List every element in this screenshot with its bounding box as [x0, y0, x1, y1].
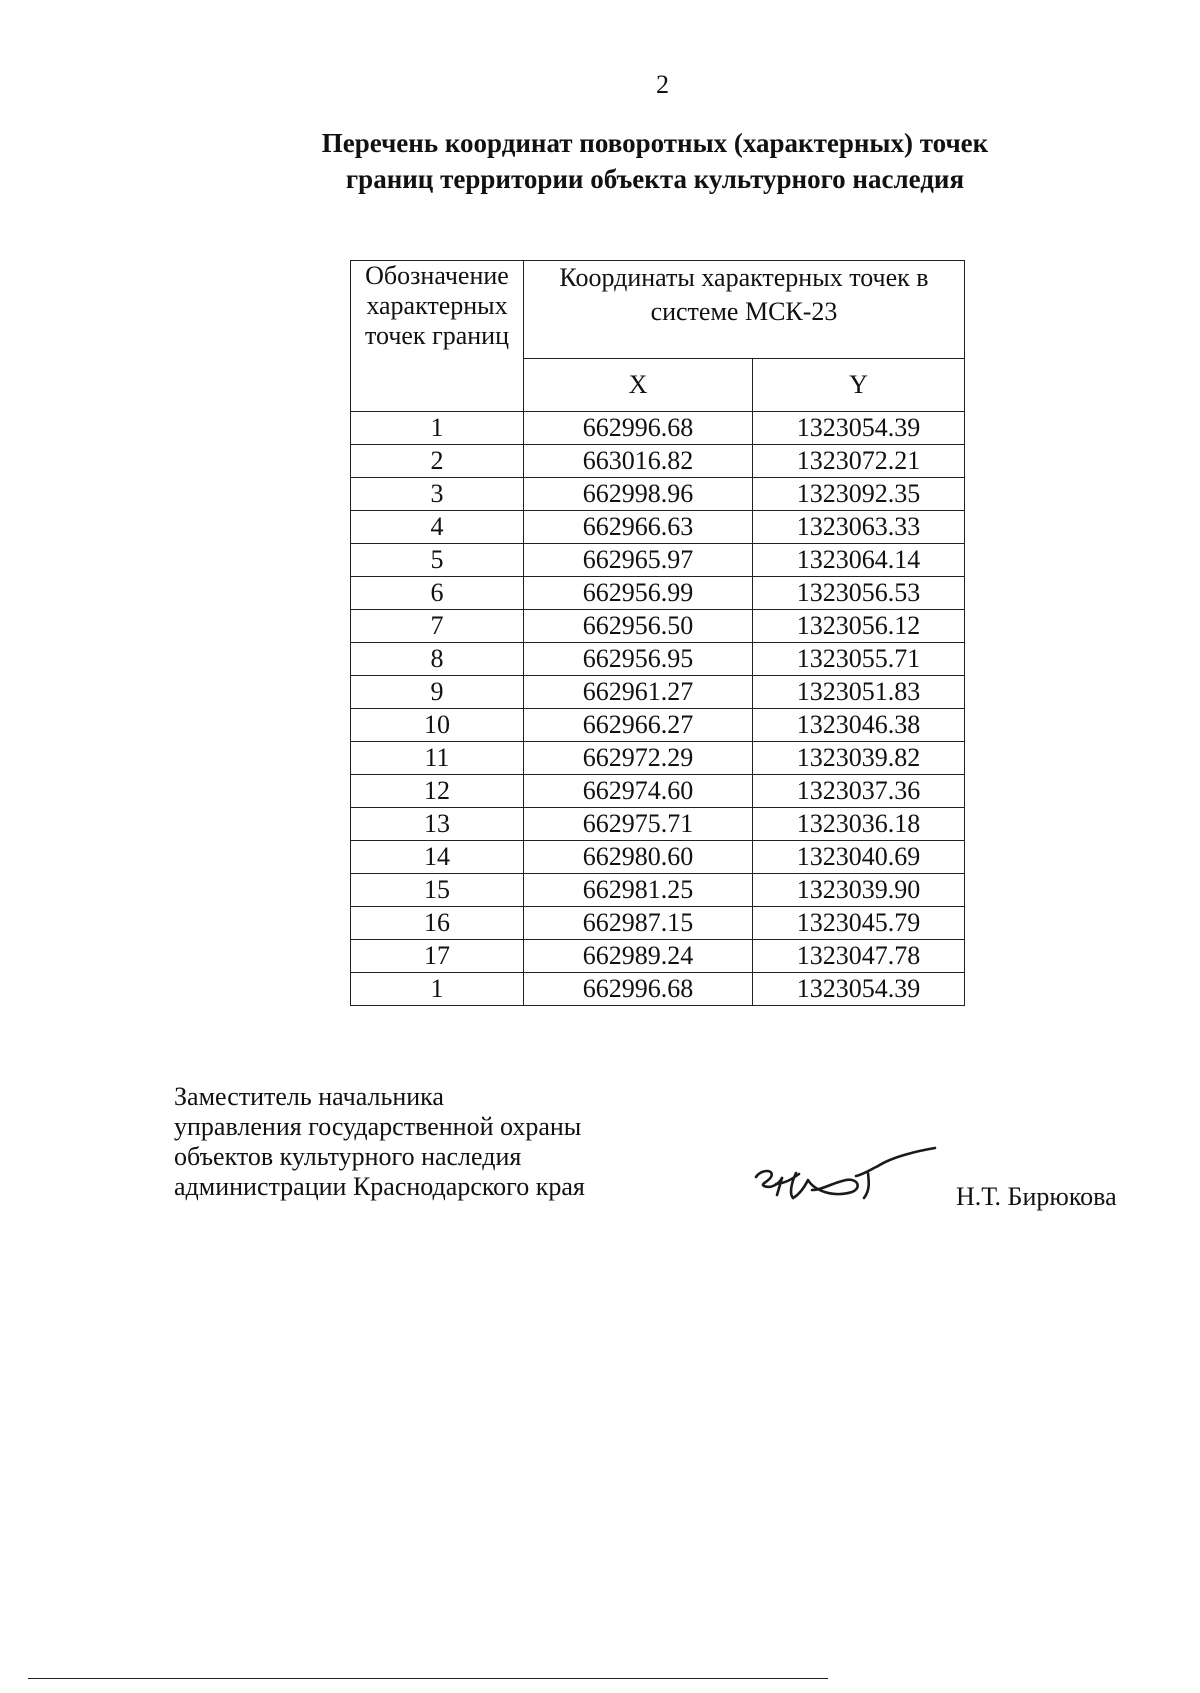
y-cell: 1323047.78 — [753, 940, 965, 973]
y-cell: 1323039.82 — [753, 742, 965, 775]
document-title — [290, 125, 1020, 197]
table-row — [351, 610, 965, 643]
x-cell: 662980.60 — [524, 841, 753, 874]
table-row — [351, 907, 965, 940]
point-cell: 15 — [351, 874, 524, 907]
y-cell: 1323051.83 — [753, 676, 965, 709]
table-row — [351, 577, 965, 610]
table-row — [351, 742, 965, 775]
x-cell: 662996.68 — [524, 412, 753, 445]
point-cell: 7 — [351, 610, 524, 643]
table-row — [351, 412, 965, 445]
table-row — [351, 511, 965, 544]
point-cell: 3 — [351, 478, 524, 511]
x-cell: 662981.25 — [524, 874, 753, 907]
table-row — [351, 841, 965, 874]
signatory-line-3: объектов культурного наследия — [174, 1142, 522, 1171]
y-cell: 1323063.33 — [753, 511, 965, 544]
table-row — [351, 643, 965, 676]
point-cell: 2 — [351, 445, 524, 478]
coordinates-table — [350, 260, 965, 1006]
page-number: 2 — [656, 70, 669, 99]
point-cell: 12 — [351, 775, 524, 808]
table-row — [351, 478, 965, 511]
y-cell: 1323054.39 — [753, 973, 965, 1006]
signatory-line-4: администрации Краснодарского края — [174, 1172, 585, 1201]
point-cell: 9 — [351, 676, 524, 709]
header-x: X — [524, 358, 753, 411]
x-cell: 662956.50 — [524, 610, 753, 643]
x-cell: 662966.27 — [524, 709, 753, 742]
header-y: Y — [753, 358, 965, 411]
x-cell: 663016.82 — [524, 445, 753, 478]
x-cell: 662966.63 — [524, 511, 753, 544]
point-cell: 10 — [351, 709, 524, 742]
y-cell: 1323037.36 — [753, 775, 965, 808]
table-row — [351, 544, 965, 577]
table-row — [351, 940, 965, 973]
signatory-line-2: управления государственной охраны — [174, 1112, 582, 1141]
y-cell: 1323072.21 — [753, 445, 965, 478]
table-row — [351, 709, 965, 742]
x-cell: 662956.95 — [524, 643, 753, 676]
x-cell: 662974.60 — [524, 775, 753, 808]
signer-name: Н.Т. Бирюкова — [956, 1182, 1117, 1211]
table-row — [351, 445, 965, 478]
y-cell: 1323092.35 — [753, 478, 965, 511]
table-row — [351, 676, 965, 709]
bottom-rule — [28, 1678, 828, 1679]
table-row — [351, 808, 965, 841]
document-title-line-2: границ территории объекта культурного наследия — [345, 164, 965, 194]
y-cell: 1323056.12 — [753, 610, 965, 643]
x-cell: 662965.97 — [524, 544, 753, 577]
coordinates-table-body — [351, 412, 965, 1006]
point-cell: 11 — [351, 742, 524, 775]
x-cell: 662956.99 — [524, 577, 753, 610]
x-cell: 662998.96 — [524, 478, 753, 511]
point-cell: 4 — [351, 511, 524, 544]
point-cell: 16 — [351, 907, 524, 940]
y-cell: 1323056.53 — [753, 577, 965, 610]
header-coordinates: Координаты характерных точек в системе МСК-23 — [524, 261, 965, 359]
point-cell: 8 — [351, 643, 524, 676]
point-cell: 17 — [351, 940, 524, 973]
point-cell: 14 — [351, 841, 524, 874]
signatory-position — [174, 1082, 585, 1202]
y-cell: 1323036.18 — [753, 808, 965, 841]
x-cell: 662975.71 — [524, 808, 753, 841]
point-cell: 13 — [351, 808, 524, 841]
table-row — [351, 973, 965, 1006]
y-cell: 1323064.14 — [753, 544, 965, 577]
y-cell: 1323055.71 — [753, 643, 965, 676]
point-cell: 5 — [351, 544, 524, 577]
document-title-line-1: Перечень координат поворотных (характерных) точек — [321, 128, 989, 158]
header-point-designation: Обозначение характерных точек границ — [351, 261, 524, 412]
x-cell: 662996.68 — [524, 973, 753, 1006]
point-cell: 1 — [351, 973, 524, 1006]
point-cell: 1 — [351, 412, 524, 445]
y-cell: 1323040.69 — [753, 841, 965, 874]
x-cell: 662987.15 — [524, 907, 753, 940]
table-row — [351, 775, 965, 808]
handwritten-signature — [752, 1140, 937, 1220]
x-cell: 662972.29 — [524, 742, 753, 775]
signatory-line-1: Заместитель начальника — [174, 1082, 444, 1111]
table-row — [351, 874, 965, 907]
point-cell: 6 — [351, 577, 524, 610]
x-cell: 662961.27 — [524, 676, 753, 709]
x-cell: 662989.24 — [524, 940, 753, 973]
y-cell: 1323045.79 — [753, 907, 965, 940]
y-cell: 1323054.39 — [753, 412, 965, 445]
y-cell: 1323039.90 — [753, 874, 965, 907]
y-cell: 1323046.38 — [753, 709, 965, 742]
